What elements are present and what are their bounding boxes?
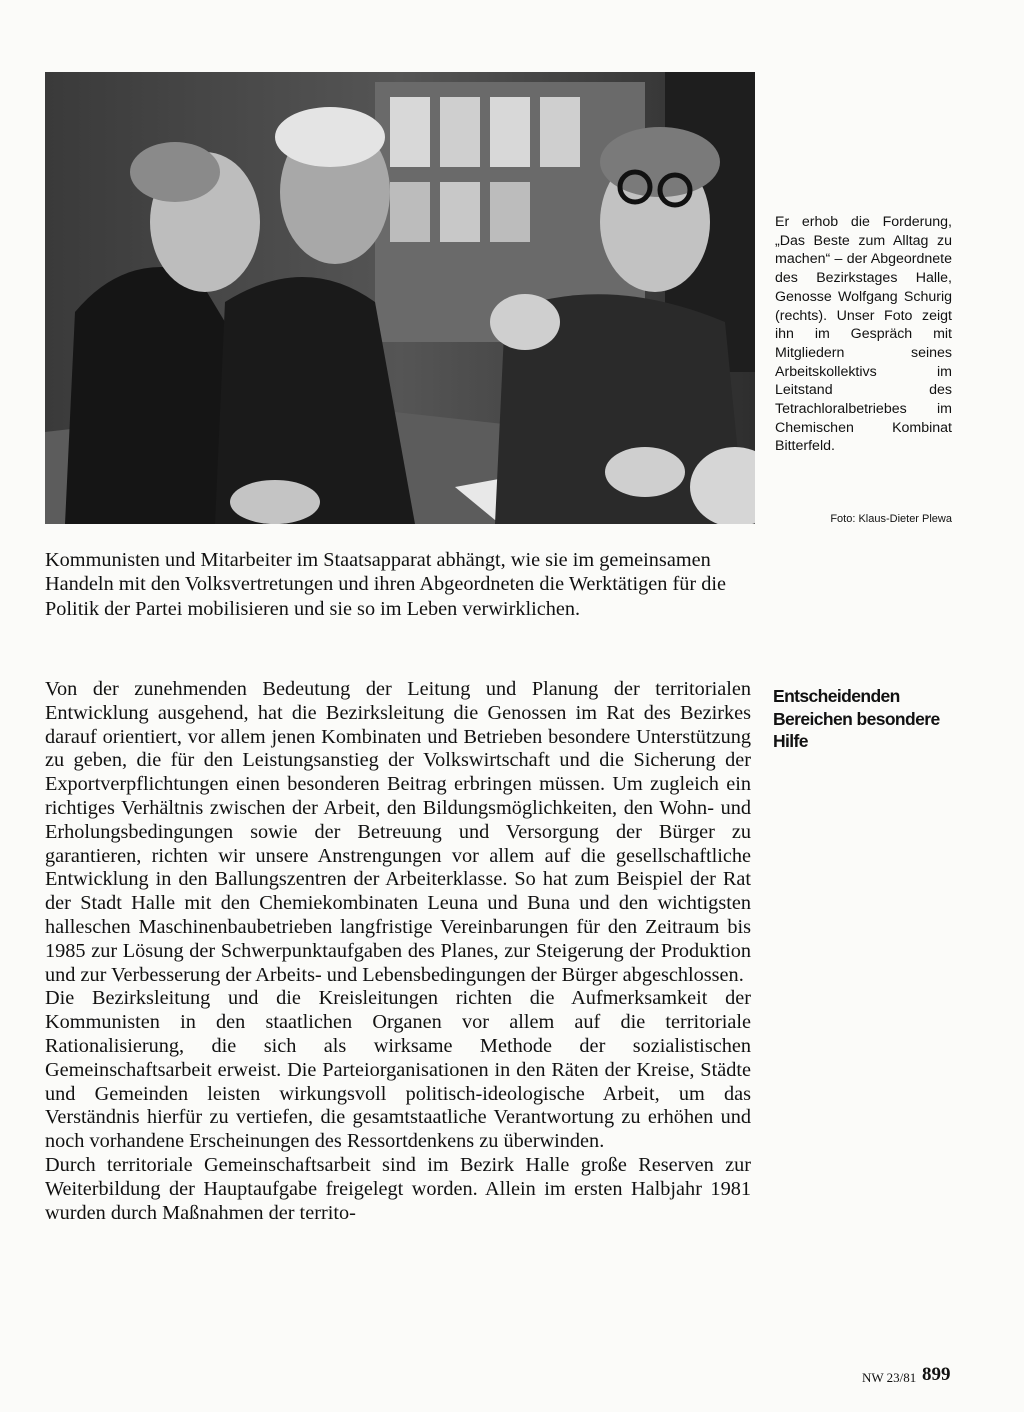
photo-caption: Er erhob die Forderung, „Das Beste zum Alltag zu machen“ – der Abgeordnete des Bezirkstages Halle, Genosse Wolfgang Schurig (rechts). Unser Foto zeigt ihn im Gespräch mit Mitgliedern seines Arbeitskollektivs im Leitstand des Tetrachloralbetriebes im Chemischen Kombinat Bitterfeld. <box>775 214 952 455</box>
intro-paragraph: Kommunisten und Mitarbeiter im Staatsapparat abhängt, wie sie im gemeinsamen Handeln mit den Volksvertretungen und ihren Abgeordneten die Werktätigen für die Politik der Partei mobilisieren und sie so im Leben verwirklichen. <box>45 549 726 620</box>
body-paragraph: Die Bezirksleitung und die Kreisleitungen richten die Aufmerksamkeit der Kommunisten in den staatlichen Organen vor allem auf die territoriale Rationalisierung, die sich als wirksame Methode der sozialistischen Gemeinschaftsarbeit erweist. Die Parteiorganisationen in den Räten der Kreise, Städte und Gemeinden leisten wirkungsvoll politisch-ideologische Arbeit, um das Verständnis hierfür zu vertiefen, die gesamtstaatliche Verantwortung zu erhöhen und noch vorhandene Erscheinungen des Ressortdenkens zu überwinden. <box>45 987 751 1153</box>
article-body <box>45 678 751 1225</box>
photo-credit: Foto: Klaus-Dieter Plewa <box>830 513 952 525</box>
photo-illustration <box>45 72 755 524</box>
article-photo <box>45 72 755 524</box>
body-paragraph: Von der zunehmenden Bedeutung der Leitung und Planung der territorialen Entwicklung ausgehend, hat die Bezirksleitung die Genossen im Rat des Bezirkes darauf orientiert, vor allem jenen Kombinaten und Betrieben besondere Unterstützung zu geben, die für den Leistungsanstieg der Volkswirtschaft und die Sicherung der Exportverpflichtungen einen besonderen Beitrag erbringen müssen. Um zugleich ein richtiges Verhältnis zwischen der Arbeit, den Bildungsmöglichkeiten, den Wohn- und Erholungsbedingungen sowie der Betreuung und Versorgung der Bürger zu garantieren, richten wir unsere Anstrengungen vor allem auf die gesellschaftliche Entwicklung in den Ballungszentren der Arbeiterklasse. So hat zum Beispiel der Rat der Stadt Halle mit den Chemiekombinaten Leuna und Buna und den wichtigsten halleschen Maschinenbaubetrieben langfristige Vereinbarungen für den Zeitraum bis 1985 zur Lösung der Schwerpunktaufgaben des Planes, zur Steigerung der Produktion und zur Verbesserung der Arbeits- und Lebensbedingungen der Bürger abgeschlossen. <box>45 678 751 986</box>
page-number: 899 <box>922 1364 951 1385</box>
body-paragraph: Durch territoriale Gemeinschaftsarbeit sind im Bezirk Halle große Reserven zur Weiterbildung der Hauptaufgabe freigelegt worden. Allein im ersten Halbjahr 1981 wurden durch Maßnahmen der territo- <box>45 1153 751 1224</box>
journal-reference: NW 23/81 <box>862 1370 917 1385</box>
section-heading: Entscheidenden Bereichen besondere Hilfe <box>773 686 940 751</box>
